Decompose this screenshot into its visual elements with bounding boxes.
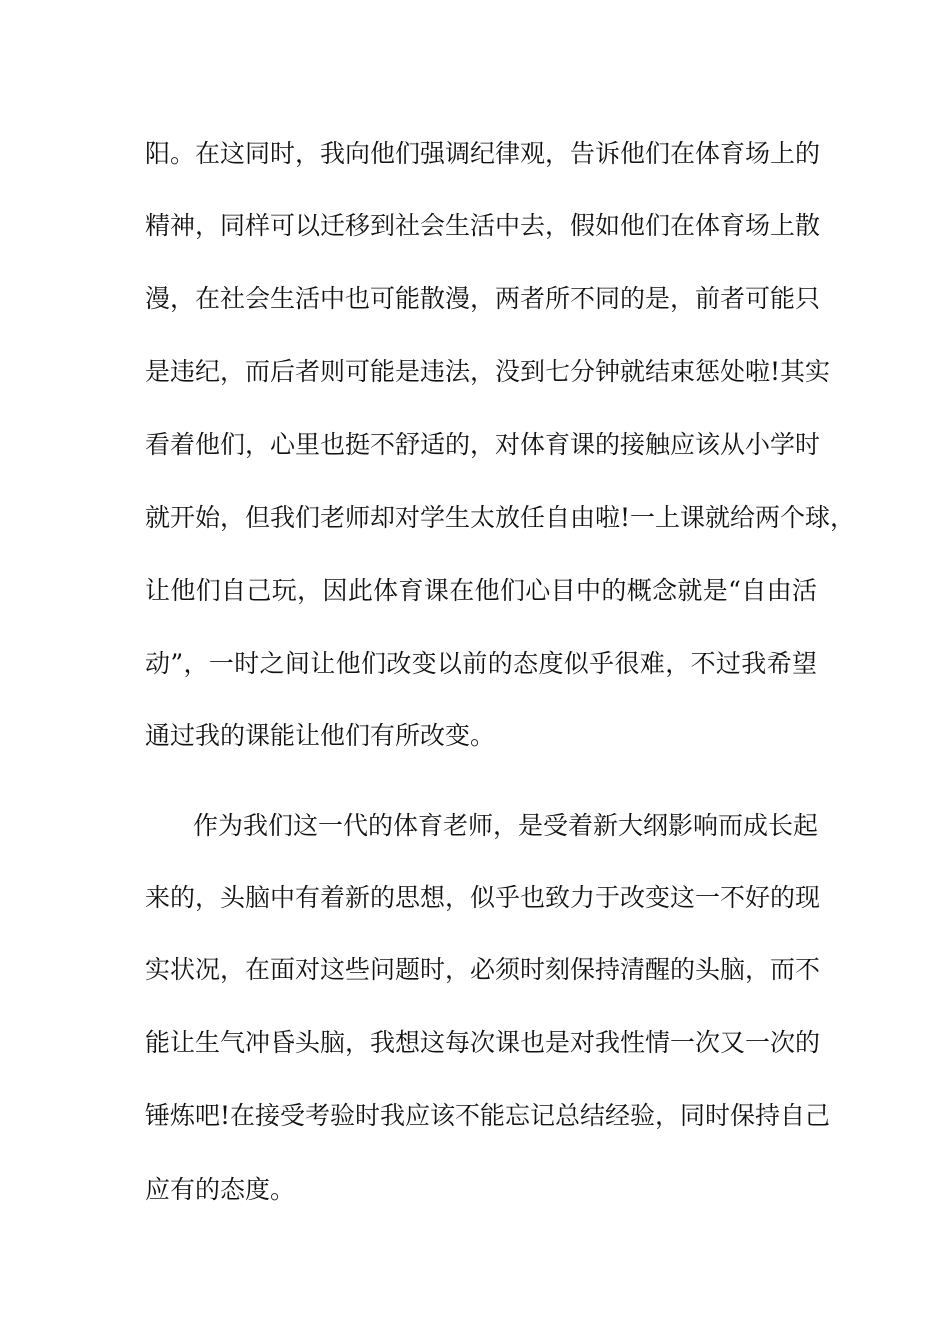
text-line: 让他们自己玩，因此体育课在他们心目中的概念就是“自由活: [145, 576, 817, 605]
text-line: 精神，同样可以迁移到社会生活中去，假如他们在体育场上散: [145, 211, 821, 240]
text-line: 通过我的课能让他们有所改变。: [145, 721, 496, 750]
text-line: 应有的态度。: [145, 1175, 296, 1204]
text-line: 看着他们，心里也挺不舒适的，对体育课的接触应该从小学时: [145, 430, 821, 459]
text-line: 锤炼吧!在接受考验时我应该不能忘记总结经验，同时保持自己: [145, 1101, 831, 1130]
text-line: 动”，一时之间让他们改变以前的态度似乎很难，不过我希望: [145, 649, 817, 678]
text-line: 实状况，在面对这些问题时，必须时刻保持清醒的头脑，而不: [145, 955, 821, 984]
text-line: 作为我们这一代的体育老师，是受着新大纲影响而成长起: [193, 811, 819, 840]
text-line: 能让生气冲昏头脑，我想这每次课也是对我性情一次又一次的: [145, 1028, 821, 1057]
text-line: 漫，在社会生活中也可能散漫，两者所不同的是，前者可能只: [145, 284, 821, 313]
text-line: 是违纪，而后者则可能是违法，没到七分钟就结束惩处啦!其实: [145, 357, 831, 386]
text-line: 就开始，但我们老师却对学生太放任自由啦!一上课就给两个球，: [145, 503, 856, 532]
text-line: 来的，头脑中有着新的思想，似乎也致力于改变这一不好的现: [145, 883, 821, 912]
text-line: 阳。在这同时，我向他们强调纪律观，告诉他们在体育场上的: [145, 139, 821, 168]
